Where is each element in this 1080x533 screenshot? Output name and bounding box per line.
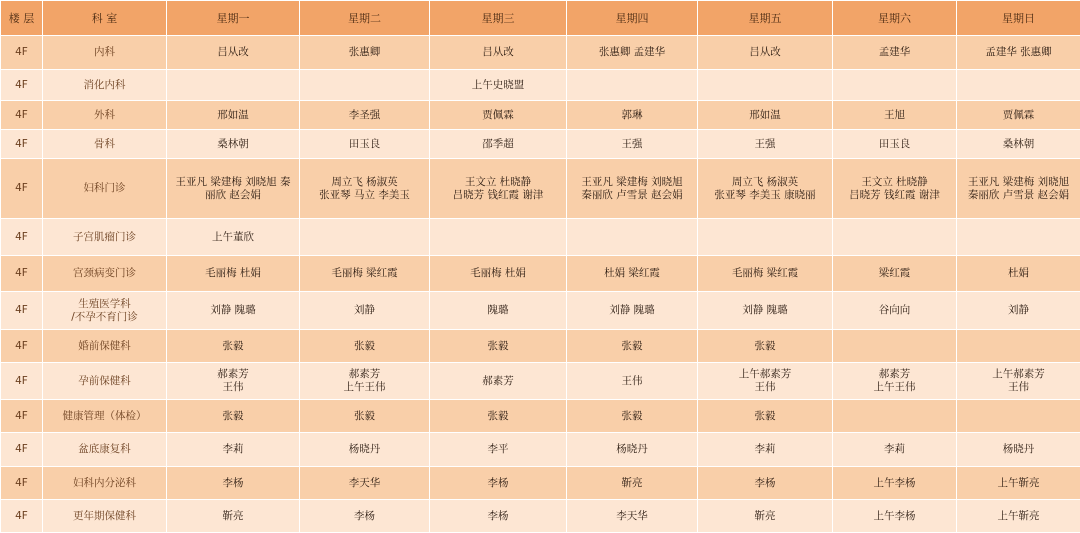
- doctor-cell: 张毅: [300, 330, 430, 363]
- doctor-cell: 邢如温: [167, 101, 300, 130]
- cell-line: 郝素芳: [835, 368, 954, 381]
- doctor-cell: 吕从改: [430, 36, 567, 70]
- cell-line: 王亚凡 梁建梅 刘晓旭: [569, 176, 695, 189]
- cell-line: 周立飞 杨淑英: [700, 176, 830, 189]
- doctor-cell: 吕从改: [698, 36, 833, 70]
- doctor-cell: 刘静: [957, 292, 1080, 330]
- doctor-cell: [957, 363, 1080, 400]
- doctor-cell: [957, 219, 1080, 256]
- doctor-cell: 张惠卿 孟建华: [567, 36, 698, 70]
- header-day: 星期一: [167, 1, 300, 36]
- cell-line: 郝素芳: [169, 368, 297, 381]
- doctor-cell: 张惠卿: [300, 36, 430, 70]
- doctor-cell: 张毅: [567, 400, 698, 433]
- doctor-cell: 田玉良: [300, 130, 430, 159]
- table-row: [1, 256, 1080, 292]
- table-row: [1, 130, 1080, 159]
- doctor-cell: [430, 219, 567, 256]
- cell-line: 秦丽欣 卢雪景 赵会娟: [959, 189, 1078, 202]
- department-cell: 婚前保健科: [43, 330, 167, 363]
- doctor-cell: 上午靳亮: [957, 467, 1080, 500]
- doctor-cell: [430, 159, 567, 219]
- floor-cell: 4F: [1, 36, 43, 70]
- doctor-cell: 杨晓丹: [567, 433, 698, 467]
- cell-line: 周立飞 杨淑英: [302, 176, 427, 189]
- doctor-cell: 李圣强: [300, 101, 430, 130]
- doctor-cell: [833, 363, 957, 400]
- floor-cell: 4F: [1, 101, 43, 130]
- header-day: 星期日: [957, 1, 1080, 36]
- doctor-cell: [300, 159, 430, 219]
- table-row: [1, 70, 1080, 101]
- department-cell: 妇科门诊: [43, 159, 167, 219]
- department-cell: 盆底康复科: [43, 433, 167, 467]
- doctor-cell: 吕从改: [167, 36, 300, 70]
- doctor-cell: 李杨: [430, 500, 567, 533]
- cell-line: /不孕不育门诊: [45, 311, 164, 324]
- doctor-cell: 桑林朝: [957, 130, 1080, 159]
- cell-line: 上午郝素芳: [959, 368, 1078, 381]
- cell-line: 郝素芳: [302, 368, 427, 381]
- doctor-cell: 邢如温: [698, 101, 833, 130]
- doctor-cell: 郭琳: [567, 101, 698, 130]
- header-day: 星期二: [300, 1, 430, 36]
- doctor-cell: [833, 159, 957, 219]
- doctor-cell: [167, 159, 300, 219]
- department-cell: 内科: [43, 36, 167, 70]
- header-dept: 科 室: [43, 1, 167, 36]
- doctor-cell: [167, 363, 300, 400]
- cell-line: 王亚凡 梁建梅 刘晓旭 秦: [169, 176, 297, 189]
- cell-line: 吕晓芳 钱红霞 谢津: [835, 189, 954, 202]
- doctor-cell: [300, 70, 430, 101]
- floor-cell: 4F: [1, 330, 43, 363]
- doctor-cell: [567, 70, 698, 101]
- doctor-cell: [567, 219, 698, 256]
- doctor-cell: 毛丽梅 梁红霞: [698, 256, 833, 292]
- header-floor: 楼 层: [1, 1, 43, 36]
- cell-line: 王文立 杜晓静: [835, 176, 954, 189]
- cell-line: 王文立 杜晓静: [432, 176, 564, 189]
- table-row: [1, 363, 1080, 400]
- header-row: [1, 1, 1080, 36]
- table-row: [1, 467, 1080, 500]
- department-cell: 健康管理（体检）: [43, 400, 167, 433]
- doctor-cell: [300, 219, 430, 256]
- cell-line: 张亚琴 李美玉 康晓丽: [700, 189, 830, 202]
- doctor-cell: 邵季超: [430, 130, 567, 159]
- doctor-cell: 李天华: [567, 500, 698, 533]
- doctor-cell: 桑林朝: [167, 130, 300, 159]
- doctor-cell: [833, 400, 957, 433]
- doctor-cell: 李莉: [167, 433, 300, 467]
- doctor-cell: 梁红霞: [833, 256, 957, 292]
- header-day: 星期三: [430, 1, 567, 36]
- doctor-cell: 毛丽梅 杜娟: [430, 256, 567, 292]
- doctor-cell: [698, 363, 833, 400]
- department-cell: 外科: [43, 101, 167, 130]
- doctor-cell: 王旭: [833, 101, 957, 130]
- doctor-cell: [833, 219, 957, 256]
- doctor-cell: 刘静 隗璐: [167, 292, 300, 330]
- doctor-cell: 李杨: [430, 467, 567, 500]
- doctor-cell: 靳亮: [698, 500, 833, 533]
- doctor-cell: 靳亮: [567, 467, 698, 500]
- cell-line: 上午王伟: [835, 381, 954, 394]
- cell-line: 上午郝素芳: [700, 368, 830, 381]
- cell-line: 秦丽欣 卢雪景 赵会娟: [569, 189, 695, 202]
- doctor-cell: [957, 400, 1080, 433]
- table-row: [1, 330, 1080, 363]
- doctor-cell: 杨晓丹: [957, 433, 1080, 467]
- doctor-cell: [833, 330, 957, 363]
- floor-cell: 4F: [1, 400, 43, 433]
- doctor-cell: 毛丽梅 杜娟: [167, 256, 300, 292]
- table-row: [1, 433, 1080, 467]
- doctor-cell: [698, 159, 833, 219]
- floor-cell: 4F: [1, 467, 43, 500]
- doctor-cell: 上午李杨: [833, 467, 957, 500]
- doctor-cell: [567, 159, 698, 219]
- table-row: [1, 400, 1080, 433]
- department-cell: 宫颈病变门诊: [43, 256, 167, 292]
- doctor-cell: 王伟: [567, 363, 698, 400]
- doctor-cell: 贾佩霖: [430, 101, 567, 130]
- doctor-cell: 杜娟: [957, 256, 1080, 292]
- doctor-cell: 谷向向: [833, 292, 957, 330]
- department-cell: 更年期保健科: [43, 500, 167, 533]
- doctor-cell: [698, 219, 833, 256]
- doctor-cell: 贾佩霖: [957, 101, 1080, 130]
- department-cell: 孕前保健科: [43, 363, 167, 400]
- doctor-cell: 刘静: [300, 292, 430, 330]
- doctor-cell: 张毅: [698, 400, 833, 433]
- doctor-cell: 王强: [698, 130, 833, 159]
- doctor-cell: 田玉良: [833, 130, 957, 159]
- cell-line: 生殖医学科: [45, 298, 164, 311]
- floor-cell: 4F: [1, 219, 43, 256]
- doctor-cell: 刘静 隗璐: [567, 292, 698, 330]
- cell-line: 丽欣 赵会娟: [169, 189, 297, 202]
- doctor-cell: [957, 330, 1080, 363]
- doctor-cell: 张毅: [167, 400, 300, 433]
- doctor-cell: 李莉: [833, 433, 957, 467]
- doctor-cell: 孟建华: [833, 36, 957, 70]
- floor-cell: 4F: [1, 70, 43, 101]
- doctor-cell: 李平: [430, 433, 567, 467]
- doctor-cell: 张毅: [567, 330, 698, 363]
- table-row: [1, 159, 1080, 219]
- doctor-cell: [957, 70, 1080, 101]
- doctor-cell: 郝素芳: [430, 363, 567, 400]
- header-day: 星期五: [698, 1, 833, 36]
- doctor-cell: 张毅: [698, 330, 833, 363]
- doctor-cell: 王强: [567, 130, 698, 159]
- table-row: [1, 219, 1080, 256]
- doctor-cell: 上午董欣: [167, 219, 300, 256]
- table-row: [1, 101, 1080, 130]
- table-row: [1, 36, 1080, 70]
- doctor-cell: 毛丽梅 梁红霞: [300, 256, 430, 292]
- table-row: [1, 500, 1080, 533]
- doctor-cell: 杨晓丹: [300, 433, 430, 467]
- floor-cell: 4F: [1, 500, 43, 533]
- doctor-cell: 上午李杨: [833, 500, 957, 533]
- floor-cell: 4F: [1, 363, 43, 400]
- doctor-cell: 李天华: [300, 467, 430, 500]
- doctor-cell: 张毅: [167, 330, 300, 363]
- floor-cell: 4F: [1, 256, 43, 292]
- cell-line: 王伟: [169, 381, 297, 394]
- department-cell: 子宫肌瘤门诊: [43, 219, 167, 256]
- floor-cell: 4F: [1, 159, 43, 219]
- doctor-cell: 上午靳亮: [957, 500, 1080, 533]
- header-day: 星期四: [567, 1, 698, 36]
- table-row: [1, 292, 1080, 330]
- department-cell: 骨科: [43, 130, 167, 159]
- doctor-cell: [698, 70, 833, 101]
- doctor-cell: 上午史晓盟: [430, 70, 567, 101]
- cell-line: 王伟: [700, 381, 830, 394]
- cell-line: 王亚凡 梁建梅 刘晓旭: [959, 176, 1078, 189]
- doctor-cell: 李莉: [698, 433, 833, 467]
- doctor-cell: 李杨: [698, 467, 833, 500]
- doctor-cell: [167, 70, 300, 101]
- doctor-cell: 隗璐: [430, 292, 567, 330]
- doctor-cell: 张毅: [300, 400, 430, 433]
- doctor-cell: 孟建华 张惠卿: [957, 36, 1080, 70]
- doctor-cell: 李杨: [167, 467, 300, 500]
- doctor-cell: 杜娟 梁红霞: [567, 256, 698, 292]
- header-day: 星期六: [833, 1, 957, 36]
- doctor-cell: 张毅: [430, 330, 567, 363]
- doctor-cell: 李杨: [300, 500, 430, 533]
- department-cell: [43, 292, 167, 330]
- floor-cell: 4F: [1, 130, 43, 159]
- doctor-cell: [833, 70, 957, 101]
- cell-line: 上午王伟: [302, 381, 427, 394]
- department-cell: 消化内科: [43, 70, 167, 101]
- cell-line: 吕晓芳 钱红霞 谢津: [432, 189, 564, 202]
- floor-cell: 4F: [1, 433, 43, 467]
- cell-line: 张亚琴 马立 李美玉: [302, 189, 427, 202]
- doctor-cell: 张毅: [430, 400, 567, 433]
- doctor-cell: 刘静 隗璐: [698, 292, 833, 330]
- doctor-cell: [957, 159, 1080, 219]
- department-cell: 妇科内分泌科: [43, 467, 167, 500]
- doctor-cell: 靳亮: [167, 500, 300, 533]
- floor-cell: 4F: [1, 292, 43, 330]
- doctor-cell: [300, 363, 430, 400]
- cell-line: 王伟: [959, 381, 1078, 394]
